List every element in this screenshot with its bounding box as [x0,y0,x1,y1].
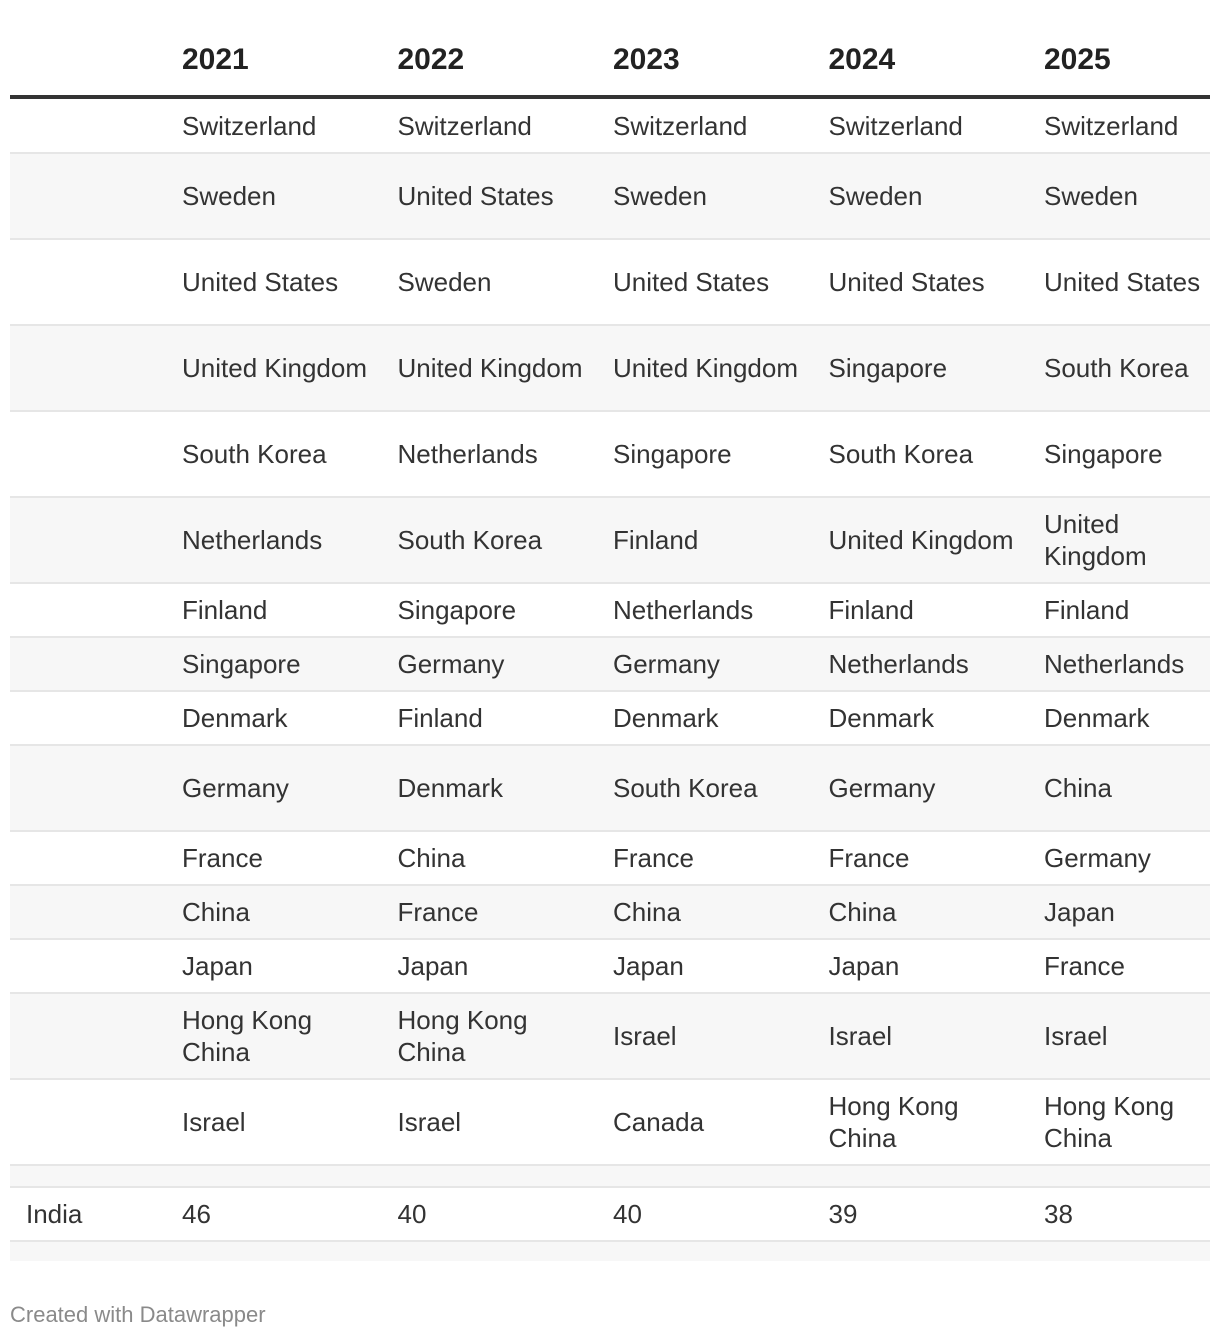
table-row [10,691,1210,745]
table-cell: Sweden [597,153,813,239]
spacer-cell [1028,1165,1210,1187]
row-label [10,1079,166,1165]
table-cell: Denmark [382,745,598,831]
table-cell: Japan [382,939,598,993]
row-label [10,885,166,939]
table-row [10,325,1210,411]
table-cell: Hong Kong China [166,993,382,1079]
table-cell: Israel [597,993,813,1079]
table-cell: United States [813,239,1029,325]
india-rank-2025: 38 [1028,1187,1210,1241]
row-label [10,153,166,239]
row-label [10,239,166,325]
table-cell: Hong Kong China [813,1079,1029,1165]
table-cell: Singapore [597,411,813,497]
table-cell: Netherlands [382,411,598,497]
table-cell: Japan [813,939,1029,993]
table-cell: Israel [813,993,1029,1079]
table-cell: United States [597,239,813,325]
table-cell: Netherlands [597,583,813,637]
table-cell: South Korea [597,745,813,831]
table-cell: South Korea [166,411,382,497]
table-cell: United Kingdom [166,325,382,411]
header-cell-2024: 2024 [813,0,1029,97]
table-cell: Germany [597,637,813,691]
table-cell: Japan [597,939,813,993]
table-row [10,885,1210,939]
spacer-cell [597,1165,813,1187]
table-cell: France [1028,939,1210,993]
table-cell: Finland [597,497,813,583]
table-cell: Singapore [166,637,382,691]
spacer-cell [382,1241,598,1261]
table-cell: Hong Kong China [1028,1079,1210,1165]
row-label [10,831,166,885]
table-cell: Germany [382,637,598,691]
table-cell: Netherlands [166,497,382,583]
table-row [10,497,1210,583]
spacer-cell [813,1165,1029,1187]
table-row [10,411,1210,497]
india-rank-2021: 46 [166,1187,382,1241]
table-cell: China [597,885,813,939]
table-cell: France [813,831,1029,885]
table-cell: China [382,831,598,885]
row-label [10,497,166,583]
table-cell: Singapore [1028,411,1210,497]
table-row [10,745,1210,831]
india-row [10,1187,1210,1241]
table-cell: Finland [382,691,598,745]
datawrapper-credit[interactable]: Created with Datawrapper [10,1302,266,1327]
table-cell: Switzerland [1028,97,1210,153]
table-cell: Germany [1028,831,1210,885]
table-row [10,939,1210,993]
row-label [10,411,166,497]
table-cell: United Kingdom [597,325,813,411]
header-row [10,0,1210,97]
table-cell: China [1028,745,1210,831]
row-label [10,637,166,691]
table-cell: Singapore [813,325,1029,411]
table-cell: Finland [1028,583,1210,637]
table-cell: France [166,831,382,885]
spacer-cell [10,1165,166,1187]
table-cell: Sweden [166,153,382,239]
spacer-cell [382,1165,598,1187]
spacer-cell [597,1241,813,1261]
spacer-cell [813,1241,1029,1261]
row-label [10,993,166,1079]
rankings-table-container [10,0,1210,1261]
table-cell: United Kingdom [813,497,1029,583]
table-cell: Denmark [166,691,382,745]
table-cell: Japan [166,939,382,993]
table-cell: Switzerland [813,97,1029,153]
table-row [10,637,1210,691]
spacer-row [10,1165,1210,1187]
table-row [10,1079,1210,1165]
table-cell: Singapore [382,583,598,637]
table-cell: South Korea [1028,325,1210,411]
table-cell: Germany [166,745,382,831]
table-cell: Netherlands [813,637,1029,691]
row-label [10,325,166,411]
table-cell: Israel [166,1079,382,1165]
table-row [10,239,1210,325]
table-cell: United Kingdom [1028,497,1210,583]
table-cell: South Korea [813,411,1029,497]
header-cell-2021: 2021 [166,0,382,97]
rankings-table [10,0,1210,1261]
row-label-india: India [10,1187,166,1241]
spacer-cell [166,1165,382,1187]
table-cell: Finland [166,583,382,637]
spacer-cell [166,1241,382,1261]
row-label [10,691,166,745]
table-cell: United States [382,153,598,239]
table-cell: Switzerland [382,97,598,153]
india-rank-2022: 40 [382,1187,598,1241]
table-cell: United States [1028,239,1210,325]
table-cell: United Kingdom [382,325,598,411]
table-cell: Japan [1028,885,1210,939]
table-cell: United States [166,239,382,325]
table-cell: China [813,885,1029,939]
table-cell: Switzerland [166,97,382,153]
row-label [10,583,166,637]
india-rank-2024: 39 [813,1187,1029,1241]
table-cell: Switzerland [597,97,813,153]
table-cell: Hong Kong China [382,993,598,1079]
table-cell: Denmark [813,691,1029,745]
table-row [10,993,1210,1079]
header-cell-2023: 2023 [597,0,813,97]
table-row [10,583,1210,637]
row-label [10,745,166,831]
table-cell: Sweden [1028,153,1210,239]
table-cell: Sweden [382,239,598,325]
table-cell: China [166,885,382,939]
header-cell-2025: 2025 [1028,0,1210,97]
table-row [10,153,1210,239]
table-cell: Sweden [813,153,1029,239]
table-cell: France [597,831,813,885]
table-cell: Israel [1028,993,1210,1079]
table-cell: Netherlands [1028,637,1210,691]
table-row [10,831,1210,885]
header-cell-2022: 2022 [382,0,598,97]
table-cell: France [382,885,598,939]
table-cell: Finland [813,583,1029,637]
trailing-row [10,1241,1210,1261]
table-cell: Canada [597,1079,813,1165]
india-rank-2023: 40 [597,1187,813,1241]
spacer-cell [1028,1241,1210,1261]
row-label [10,97,166,153]
table-row [10,97,1210,153]
spacer-cell [10,1241,166,1261]
table-cell: Denmark [1028,691,1210,745]
table-cell: South Korea [382,497,598,583]
table-cell: Germany [813,745,1029,831]
table-cell: Denmark [597,691,813,745]
row-label [10,939,166,993]
table-cell: Israel [382,1079,598,1165]
header-cell-label [10,0,166,97]
